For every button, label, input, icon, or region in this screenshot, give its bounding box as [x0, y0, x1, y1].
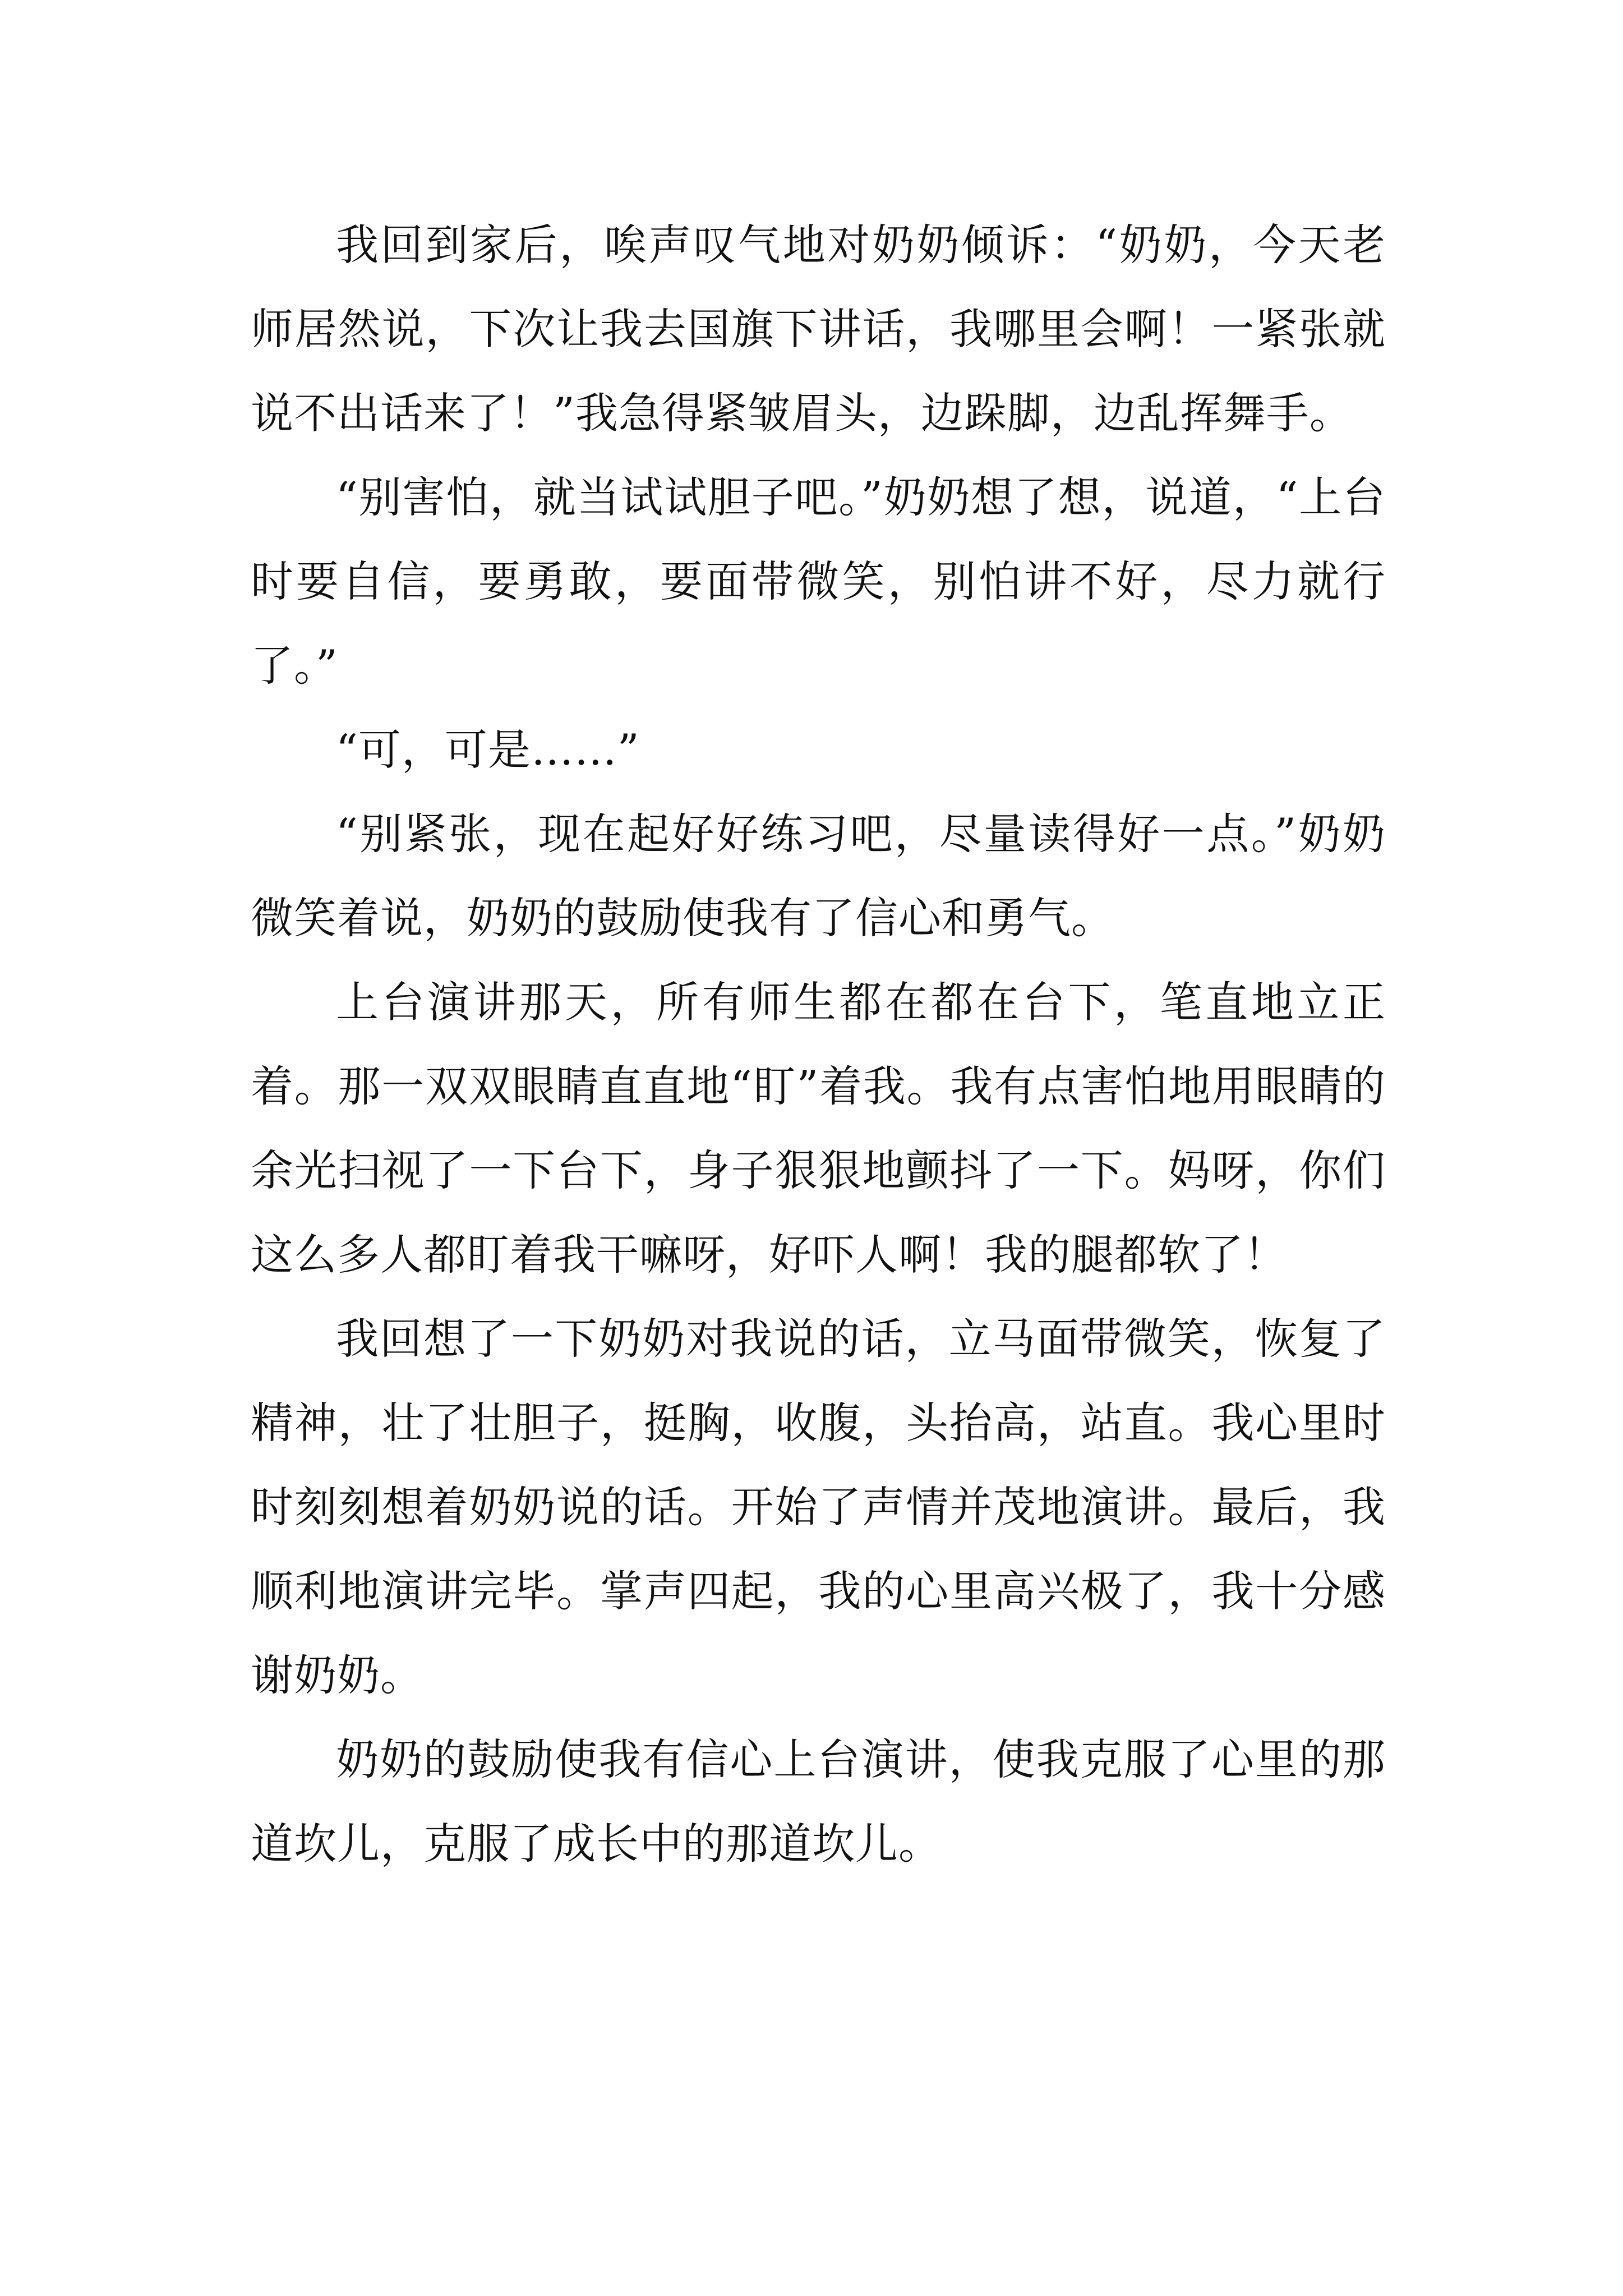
paragraph-5: 上台演讲那天，所有师生都在都在台下，笔直地立正着。那一双双眼睛直直地“盯”着我。我有点害怕地用眼睛的余光扫视了一下台下，身子狠狠地颤抖了一下。妈呀，你们这么多人都盯着我干嘛呀，好吓人啊！我的腿都软了！: [251, 977, 1386, 1280]
paragraph-1: 我回到家后，唉声叹气地对奶奶倾诉：“奶奶，今天老师居然说，下次让我去国旗下讲话，我哪里会啊！一紧张就说不出话来了！”我急得紧皱眉头，边跺脚，边乱挥舞手。: [251, 220, 1386, 438]
paragraph-3: “可，可是……”: [336, 725, 640, 775]
paragraph-7: 奶奶的鼓励使我有信心上台演讲，使我克服了心里的那道坎儿，克服了成长中的那道坎儿。: [251, 1734, 1386, 1869]
paragraph-6: 我回想了一下奶奶对我说的话，立马面带微笑，恢复了精神，壮了壮胆子，挺胸，收腹，头抬高，站直。我心里时时刻刻想着奶奶说的话。开始了声情并茂地演讲。最后，我顺利地演讲完毕。掌声四起，我的心里高兴极了，我十分感谢奶奶。: [251, 1314, 1386, 1700]
paragraph-2: “别害怕，就当试试胆子吧。”奶奶想了想，说道，“上台时要自信，要勇敢，要面带微笑，别怕讲不好，尽力就行了。”: [251, 472, 1386, 691]
paragraph-4: “别紧张，现在起好好练习吧，尽量读得好一点。”奶奶微笑着说，奶奶的鼓励使我有了信心和勇气。: [251, 809, 1386, 943]
document-body: [251, 203, 1386, 1886]
